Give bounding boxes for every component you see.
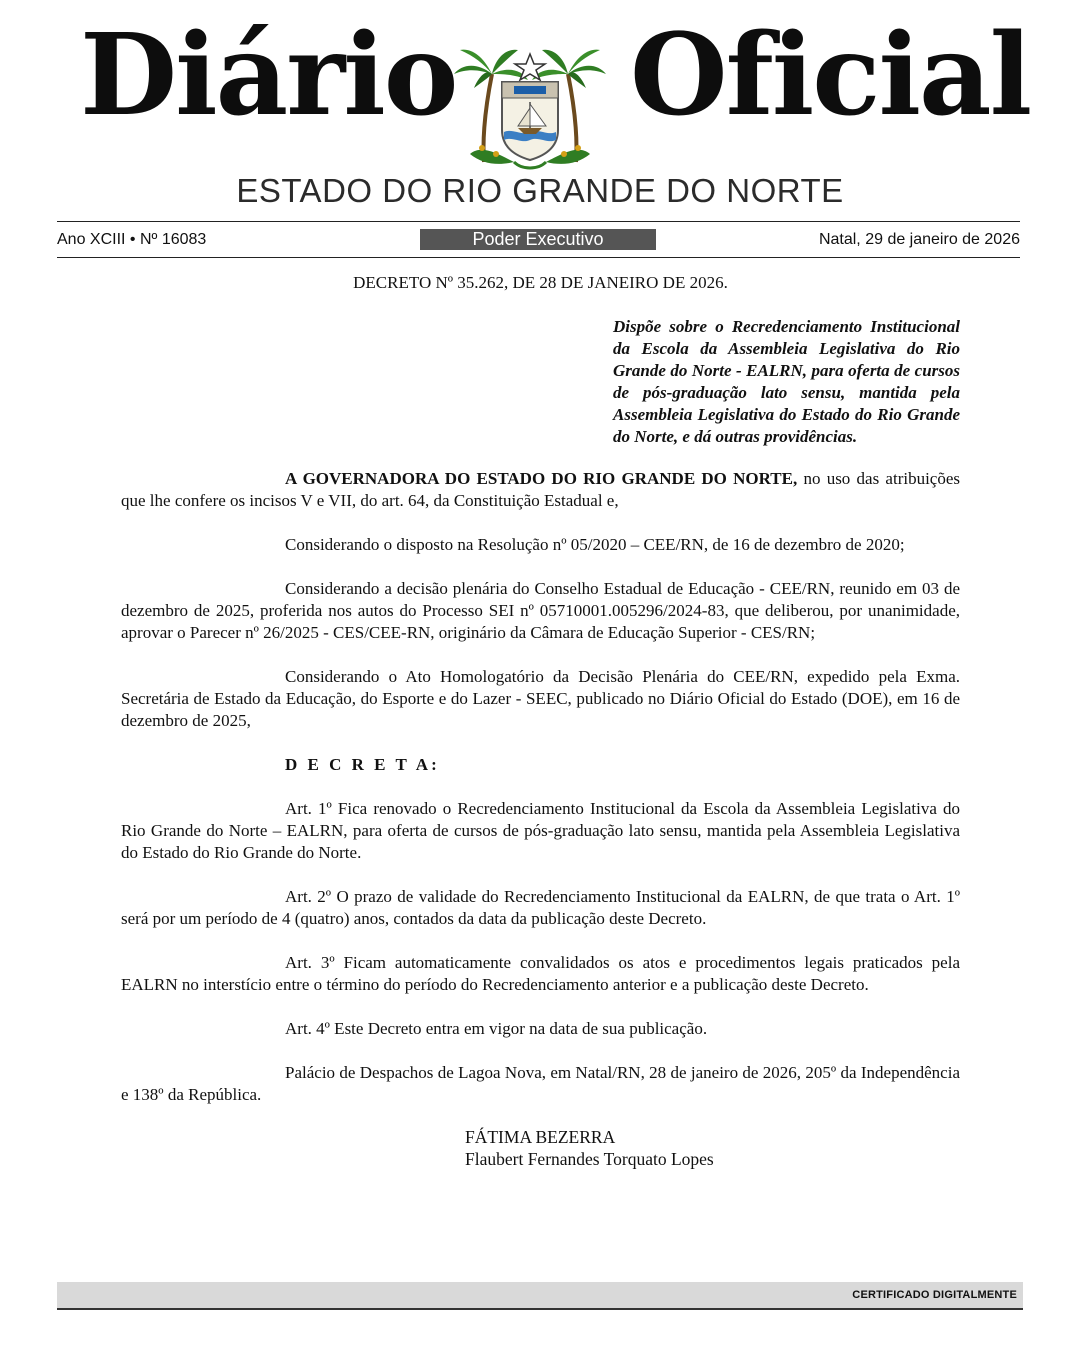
article-1: Art. 1º Fica renovado o Recredenciamento Institucional da Escola da Assembleia Legislativa do Rio Grande do Norte – EALRN, para oferta de cursos de pós-graduação lato sensu, mantida pela Assembleia Legislativa do Estado do Rio Grande do Norte. [121, 799, 960, 862]
preamble-authority: A GOVERNADORA DO ESTADO DO RIO GRANDE DO NORTE, [285, 469, 798, 488]
decreta-heading: D E C R E T A: [285, 755, 440, 774]
signatory-secretary: Flaubert Fernandes Torquato Lopes [465, 1149, 714, 1169]
publication-date: Natal, 29 de janeiro de 2026 [818, 231, 1020, 248]
digital-certification-label: CERTIFICADO DIGITALMENTE [852, 1289, 1017, 1301]
decree-summary: Dispõe sobre o Recredenciamento Institucional da Escola da Assembleia Legislativa do Rio Grande do Norte - EALRN, para oferta de cursos de pós-graduação lato sensu, mantida pela Assembleia Legislativa do Estado do Rio Grande do Norte, e dá outras providências. [613, 317, 960, 446]
decree-title: DECRETO Nº 35.262, DE 28 DE JANEIRO DE 2026. [353, 273, 728, 292]
coat-of-arms-emblem [452, 44, 608, 176]
decree-body [121, 272, 960, 1170]
considerando-paragraph-3: Considerando o Ato Homologatório da Decisão Plenária do CEE/RN, expedido pela Exma. Secretária de Estado da Educação, do Esporte e do Lazer - SEEC, publicado no Diário Oficial do Estado (DOE), em 16 de dezembro de 2025, [121, 667, 960, 730]
masthead [0, 0, 1080, 220]
masthead-title-right: Oficial [630, 10, 1031, 141]
article-4: Art. 4º Este Decreto entra em vigor na data de sua publicação. [285, 1019, 708, 1038]
preamble-text: no uso das atribuições que lhe confere os incisos V e VII, do art. 64, da Constituição Estadual e, [121, 469, 961, 510]
signature-block [465, 1126, 960, 1170]
masthead-title-left: Diário [80, 10, 457, 141]
edition-info-bar [57, 221, 1020, 258]
section-badge: Poder Executivo [420, 229, 656, 250]
footer-bar [57, 1282, 1023, 1310]
preamble-paragraph [121, 468, 960, 512]
article-2: Art. 2º O prazo de validade do Recredenciamento Institucional da EALRN, de que trata o Art. 1º será por um período de 4 (quatro) anos, contados da data da publicação deste Decreto. [121, 887, 960, 928]
article-3: Art. 3º Ficam automaticamente convalidados os atos e procedimentos legais praticados pela EALRN no interstício entre o término do período do Recredenciamento anterior e a publicação deste Decreto. [121, 953, 960, 994]
masthead-subtitle: ESTADO DO RIO GRANDE DO NORTE [236, 172, 844, 209]
edition-number: Ano XCIII • Nº 16083 [57, 231, 207, 248]
considerando-paragraph-2: Considerando a decisão plenária do Conselho Estadual de Educação - CEE/RN, reunido em 03 de dezembro de 2025, proferida nos autos do Processo SEI nº 05710001.005296/2024-83, que deliberou, por unanimidade, aprovar o Parecer nº 26/2025 - CES/CEE-RN, originário da Câmara de Educação Superior - CES/RN; [121, 579, 960, 642]
signatory-governor: FÁTIMA BEZERRA [465, 1127, 616, 1147]
considerando-paragraph-1: Considerando o disposto na Resolução nº 05/2020 – CEE/RN, de 16 de dezembro de 2020; [285, 535, 905, 554]
closing-paragraph: Palácio de Despachos de Lagoa Nova, em Natal/RN, 28 de janeiro de 2026, 205º da Independência e 138º da República. [121, 1063, 960, 1104]
